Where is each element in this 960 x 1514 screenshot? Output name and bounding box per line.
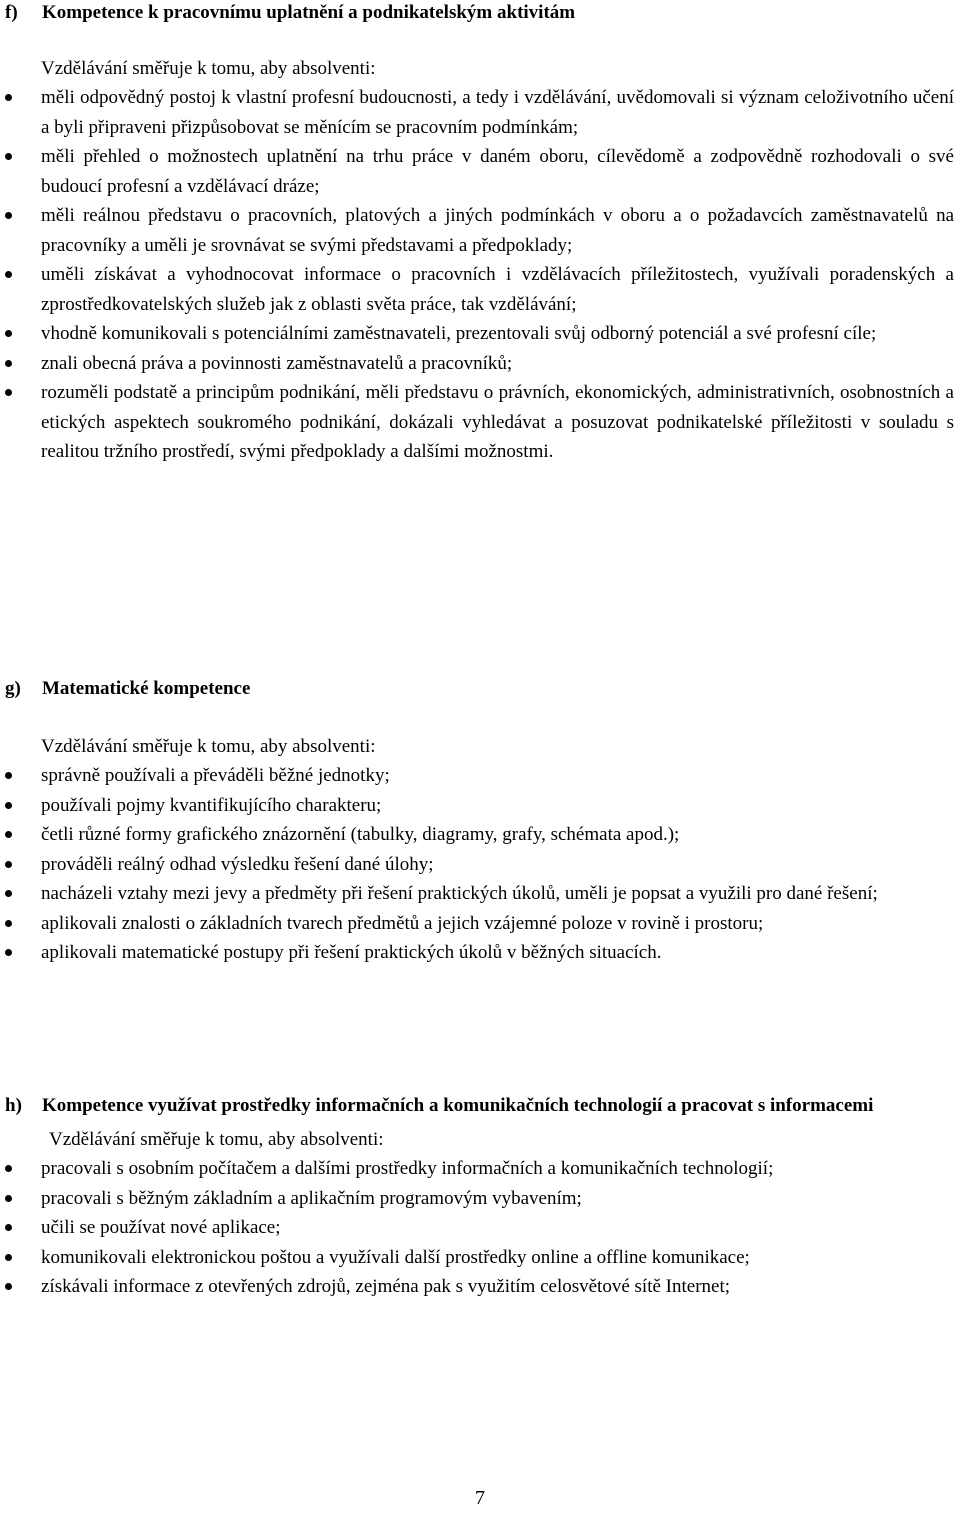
list-item: měli odpovědný postoj k vlastní profesní budoucnosti, a tedy i vzdělávání, uvědomovali si význam celoživotního učení a byli připraveni přizpůsobovat se měnícím se pracovním podmínkám; <box>0 83 960 142</box>
list-item: rozuměli podstatě a principům podnikání, měli představu o právních, ekonomických, administrativních, osobnostních a etických aspektech soukromého podnikání, dokázali vyhledávat a posuzovat podnikatelské příležitosti v souladu s realitou tržního prostředí, svými předpoklady a dalšími možnostmi. <box>0 378 960 467</box>
section-g-heading <box>0 674 960 704</box>
bullet-icon <box>5 1224 12 1231</box>
section-g-intro: Vzdělávání směřuje k tomu, aby absolventi: <box>41 735 376 757</box>
list-item: uměli získávat a vyhodnocovat informace o pracovních i vzdělávacích příležitostech, využívali poradenských a zprostředkovatelských služeb jak z oblasti světa práce, tak vzdělávání; <box>0 260 960 319</box>
list-item: aplikovali matematické postupy při řešení praktických úkolů v běžných situacích. <box>0 938 960 968</box>
list-item: pracovali s běžným základním a aplikačním programovým vybavením; <box>0 1184 960 1214</box>
bullet-icon <box>5 1195 12 1202</box>
bullet-icon <box>5 1254 12 1261</box>
bullet-icon <box>5 389 12 396</box>
list-item: prováděli reálný odhad výsledku řešení dané úlohy; <box>0 850 960 880</box>
bullet-icon <box>5 861 12 868</box>
section-f <box>0 0 960 467</box>
section-g-list <box>0 761 960 968</box>
bullet-icon <box>5 271 12 278</box>
bullet-icon <box>5 890 12 897</box>
bullet-icon <box>5 802 12 809</box>
section-h-title: Kompetence využívat prostředky informačních a komunikačních technologií a pracovat s informacemi <box>42 1095 874 1116</box>
section-h-letter: h) <box>5 1095 22 1116</box>
bullet-icon <box>5 360 12 367</box>
bullet-icon <box>5 949 12 956</box>
section-f-letter: f) <box>5 2 18 23</box>
section-h <box>0 1091 960 1302</box>
list-item: znali obecná práva a povinnosti zaměstnavatelů a pracovníků; <box>0 349 960 379</box>
list-item: učili se používat nové aplikace; <box>0 1213 960 1243</box>
list-item: četli různé formy grafického znázornění (tabulky, diagramy, grafy, schémata apod.); <box>0 820 960 850</box>
section-h-intro: Vzdělávání směřuje k tomu, aby absolventi: <box>49 1128 384 1150</box>
list-item: získávali informace z otevřených zdrojů, zejména pak s využitím celosvětové sítě Internet; <box>0 1272 960 1302</box>
section-g <box>0 674 960 968</box>
bullet-icon <box>5 920 12 927</box>
section-h-list <box>0 1154 960 1302</box>
section-g-title: Matematické kompetence <box>42 678 251 699</box>
list-item: pracovali s osobním počítačem a dalšími prostředky informačních a komunikačních technologií; <box>0 1154 960 1184</box>
section-f-list <box>0 83 960 467</box>
bullet-icon <box>5 153 12 160</box>
bullet-icon <box>5 772 12 779</box>
list-item: měli reálnou představu o pracovních, platových a jiných podmínkách v oboru a o požadavcích zaměstnavatelů na pracovníky a uměli je srovnávat se svými představami a předpoklady; <box>0 201 960 260</box>
bullet-icon <box>5 1165 12 1172</box>
list-item: aplikovali znalosti o základních tvarech předmětů a jejich vzájemné poloze v rovině i prostoru; <box>0 909 960 939</box>
bullet-icon <box>5 94 12 101</box>
list-item: správně používali a převáděli běžné jednotky; <box>0 761 960 791</box>
section-g-letter: g) <box>5 678 21 699</box>
list-item: vhodně komunikovali s potenciálními zaměstnavateli, prezentovali svůj odborný potenciál a své profesní cíle; <box>0 319 960 349</box>
section-f-intro: Vzdělávání směřuje k tomu, aby absolventi: <box>41 57 376 79</box>
section-h-heading <box>0 1091 960 1121</box>
section-f-title: Kompetence k pracovnímu uplatnění a podnikatelským aktivitám <box>42 2 576 23</box>
list-item: měli přehled o možnostech uplatnění na trhu práce v daném oboru, cílevědomě a zodpovědně rozhodovali o své budoucí profesní a vzdělávací dráze; <box>0 142 960 201</box>
bullet-icon <box>5 831 12 838</box>
section-f-heading <box>0 0 960 28</box>
bullet-icon <box>5 212 12 219</box>
list-item: používali pojmy kvantifikujícího charakteru; <box>0 791 960 821</box>
bullet-icon <box>5 330 12 337</box>
list-item: nacházeli vztahy mezi jevy a předměty při řešení praktických úkolů, uměli je popsat a využili pro dané řešení; <box>0 879 960 909</box>
list-item: komunikovali elektronickou poštou a využívali další prostředky online a offline komunikace; <box>0 1243 960 1273</box>
page-number: 7 <box>475 1487 485 1509</box>
bullet-icon <box>5 1283 12 1290</box>
